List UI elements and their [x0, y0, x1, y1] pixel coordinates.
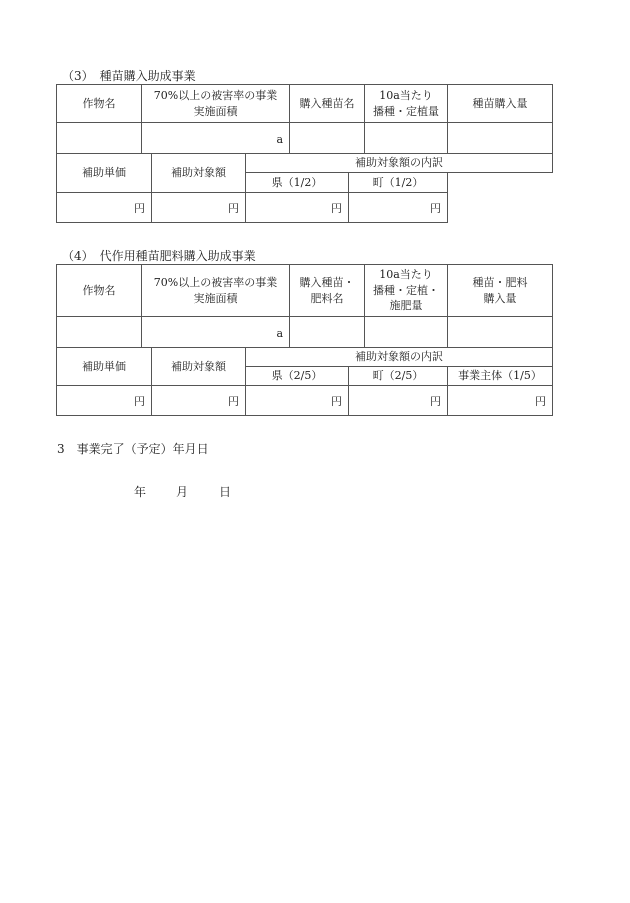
header-amount-per-10a	[364, 264, 448, 317]
prefecture-amount-cell[interactable]	[245, 385, 349, 416]
header-label: 補助対象額	[171, 359, 226, 373]
header-label: 10a当たり	[379, 88, 433, 102]
yen-label: 円	[134, 202, 145, 216]
subsidy-amount-cell[interactable]	[151, 192, 246, 223]
header-label: 実施面積	[193, 104, 238, 118]
header-seed-amount-per-10a	[364, 84, 448, 123]
day-label: 日	[219, 485, 232, 499]
area-cell[interactable]	[141, 122, 290, 154]
yen-label: 円	[331, 395, 342, 409]
header-label: 購入量	[483, 291, 517, 305]
yen-label: 円	[535, 395, 546, 409]
header-crop-name	[56, 264, 142, 317]
year-label: 年	[134, 485, 147, 499]
header-unit-price	[56, 347, 152, 386]
header-business-entity	[447, 366, 553, 386]
header-label: 10a当たり	[379, 267, 433, 281]
header-label: 事業主体（1/5）	[458, 369, 542, 383]
header-subsidy-amount	[151, 347, 246, 386]
town-amount-cell[interactable]	[348, 192, 448, 223]
prefecture-amount-cell[interactable]	[245, 192, 349, 223]
header-breakdown	[245, 153, 553, 173]
unit-label: a	[276, 327, 283, 341]
header-label: 70%以上の被害率の事業	[153, 88, 278, 102]
crop-name-cell[interactable]	[56, 316, 142, 348]
subsidy-amount-cell[interactable]	[151, 385, 246, 416]
header-label: 県（1/2）	[271, 175, 323, 189]
unit-price-cell[interactable]	[56, 192, 152, 223]
header-prefecture	[245, 172, 349, 193]
header-unit-price	[56, 153, 152, 193]
header-label: 種苗・肥料	[472, 275, 528, 289]
completion-title: 3 事業完了（予定）年月日	[57, 442, 209, 456]
header-prefecture	[245, 366, 349, 386]
header-area	[141, 264, 290, 317]
header-label: 町（2/5）	[372, 369, 424, 383]
purchase-qty-cell[interactable]	[447, 316, 553, 348]
header-label: 補助単価	[82, 166, 126, 180]
header-label: 肥料名	[310, 291, 344, 305]
unit-label: a	[276, 133, 283, 147]
header-label: 70%以上の被害率の事業	[153, 275, 278, 289]
header-label: 作物名	[82, 96, 116, 110]
seed-fertilizer-name-cell[interactable]	[289, 316, 365, 348]
header-label: 町（1/2）	[372, 175, 424, 189]
crop-name-cell[interactable]	[56, 122, 142, 154]
seed-amount-cell[interactable]	[364, 122, 448, 154]
header-seed-purchase-qty	[447, 84, 553, 123]
header-label: 補助対象額の内訳	[355, 156, 443, 170]
business-entity-amount-cell[interactable]	[447, 385, 553, 416]
header-area	[141, 84, 290, 123]
area-cell[interactable]	[141, 316, 290, 348]
header-seed-fertilizer-name	[289, 264, 365, 317]
yen-label: 円	[134, 395, 145, 409]
header-town	[348, 366, 448, 386]
seed-name-cell[interactable]	[289, 122, 365, 154]
header-label: 種苗購入量	[472, 96, 528, 110]
header-subsidy-amount	[151, 153, 246, 193]
month-label: 月	[176, 485, 189, 499]
header-label: 県（2/5）	[271, 369, 323, 383]
yen-label: 円	[228, 395, 239, 409]
header-label: 作物名	[82, 283, 116, 297]
header-label: 補助対象額	[171, 166, 226, 180]
header-breakdown	[245, 347, 553, 367]
amount-cell[interactable]	[364, 316, 448, 348]
yen-label: 円	[228, 202, 239, 216]
header-label: 補助単価	[82, 359, 126, 373]
town-amount-cell[interactable]	[348, 385, 448, 416]
header-label: 施肥量	[389, 299, 423, 313]
purchase-qty-cell[interactable]	[447, 122, 553, 154]
section4-title: （4） 代作用種苗肥料購入助成事業	[62, 249, 256, 263]
header-purchase-qty	[447, 264, 553, 317]
header-label: 補助対象額の内訳	[355, 350, 443, 364]
header-label: 播種・定植・	[373, 283, 439, 297]
unit-price-cell[interactable]	[56, 385, 152, 416]
section3-title: （3） 種苗購入助成事業	[62, 69, 196, 83]
yen-label: 円	[430, 202, 441, 216]
header-label: 購入種苗・	[299, 275, 355, 289]
header-label: 播種・定植量	[373, 104, 439, 118]
yen-label: 円	[430, 395, 441, 409]
header-label: 実施面積	[193, 291, 238, 305]
header-crop-name	[56, 84, 142, 123]
yen-label: 円	[331, 202, 342, 216]
header-seed-name	[289, 84, 365, 123]
header-label: 購入種苗名	[299, 96, 355, 110]
header-town	[348, 172, 448, 193]
